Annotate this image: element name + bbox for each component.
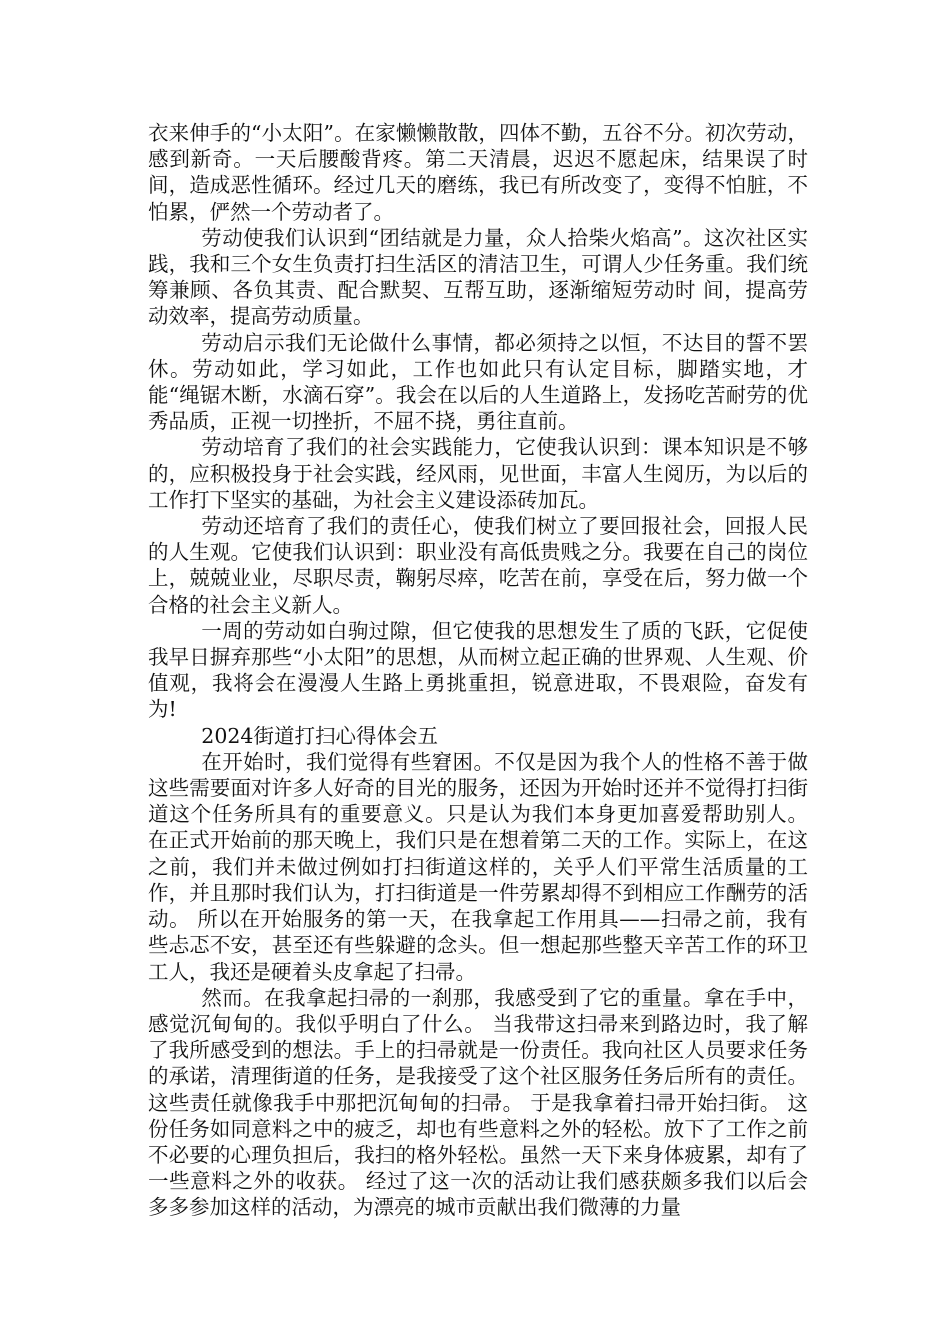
- section-paragraph-1: 在开始时，我们觉得有些窘困。不仅是因为我个人的性格不善于做这些需要面对许多人好奇的目光的服务，还因为开始时还并不觉得打扫街道这个任务所具有的重要意义。只是认为我们本身更加喜爱帮助别人。 在正式开始前的那天晚上，我们只是在想着第二天的工作。实际上，在这之前，我们并未做过例如打扫街道这样的，关乎人们平常生活质量的工作，并且那时我们认为，打扫街道是一件劳累却得不到相应工作酬劳的活动。 所以在开始服务的第一天，在我拿起工作用具——扫帚之前，我有些忐忑不安，甚至还有些躲避的念头。但一想起那些整天辛苦工作的环卫工人，我还是硬着头皮拿起了扫帚。: [148, 749, 808, 984]
- paragraph-4: 劳动培育了我们的社会实践能力，它使我认识到：课本知识是不够的，应积极投身于社会实践，经风雨，见世面，丰富人生阅历，为以后的工作打下坚实的基础，为社会主义建设添砖加瓦。: [148, 435, 808, 512]
- section-paragraph-2: 然而。在我拿起扫帚的一刹那，我感受到了它的重量。拿在手中，感觉沉甸甸的。我似乎明白了什么。 当我带这扫帚来到路边时，我了解了我所感受到的想法。手上的扫帚就是一份责任。我向社区人员要求任务的承诺，清理街道的任务，是我接受了这个社区服务任务后所有的责任。这些责任就像我手中那把沉甸甸的扫帚。 于是我拿着扫帚开始扫街。 这份任务如同意料之中的疲乏，却也有些意料之外的轻松。放下了工作之前不必要的心理负担后，我扫的格外轻松。虽然一天下来身体疲累，却有了一些意料之外的收获。 经过了这一次的活动让我们感获颇多我们以后会多多参加这样的活动，为漂亮的城市贡献出我们微薄的力量: [148, 985, 808, 1220]
- paragraph-6: 一周的劳动如白驹过隙，但它使我的思想发生了质的飞跃，它促使我早日摒弃那些“小太阳”的思想，从而树立起正确的世界观、人生观、价值观，我将会在漫漫人生路上勇挑重担，锐意进取，不畏艰险，奋发有为!: [148, 618, 808, 722]
- paragraph-2: 劳动使我们认识到“团结就是力量，众人拾柴火焰高”。这次社区实践，我和三个女生负责打扫生活区的清洁卫生，可谓人少任务重。我们统筹兼顾、各负其责、配合默契、互帮互助，逐渐缩短劳动时 间，提高劳动效率，提高劳动质量。: [148, 225, 808, 329]
- paragraph-1: 衣来伸手的“小太阳”。在家懒懒散散，四体不勤，五谷不分。初次劳动，感到新奇。一天后腰酸背疼。第二天清晨，迟迟不愿起床，结果误了时间，造成恶性循环。经过几天的磨练，我已有所改变了，变得不怕脏，不怕累，俨然一个劳动者了。: [148, 121, 808, 224]
- paragraph-5: 劳动还培育了我们的责任心，使我们树立了要回报社会，回报人民的人生观。它使我们认识到：职业没有高低贵贱之分。我要在自己的岗位上，兢兢业业，尽职尽责，鞠躬尽瘁，吃苦在前，享受在后，努力做一个合格的社会主义新人。: [148, 514, 808, 617]
- document-body: [148, 120, 808, 1221]
- paragraph-3: 劳动启示我们无论做什么事情，都必须持之以恒，不达目的誓不罢休。劳动如此，学习如此，工作也如此只有认定目标，脚踏实地，才能“绳锯木断，水滴石穿”。我会在以后的人生道路上，发扬吃苦耐劳的优秀品质，正视一切挫折，不屈不挠，勇往直前。: [148, 330, 808, 434]
- section-title: 2024街道打扫心得体会五: [201, 723, 438, 748]
